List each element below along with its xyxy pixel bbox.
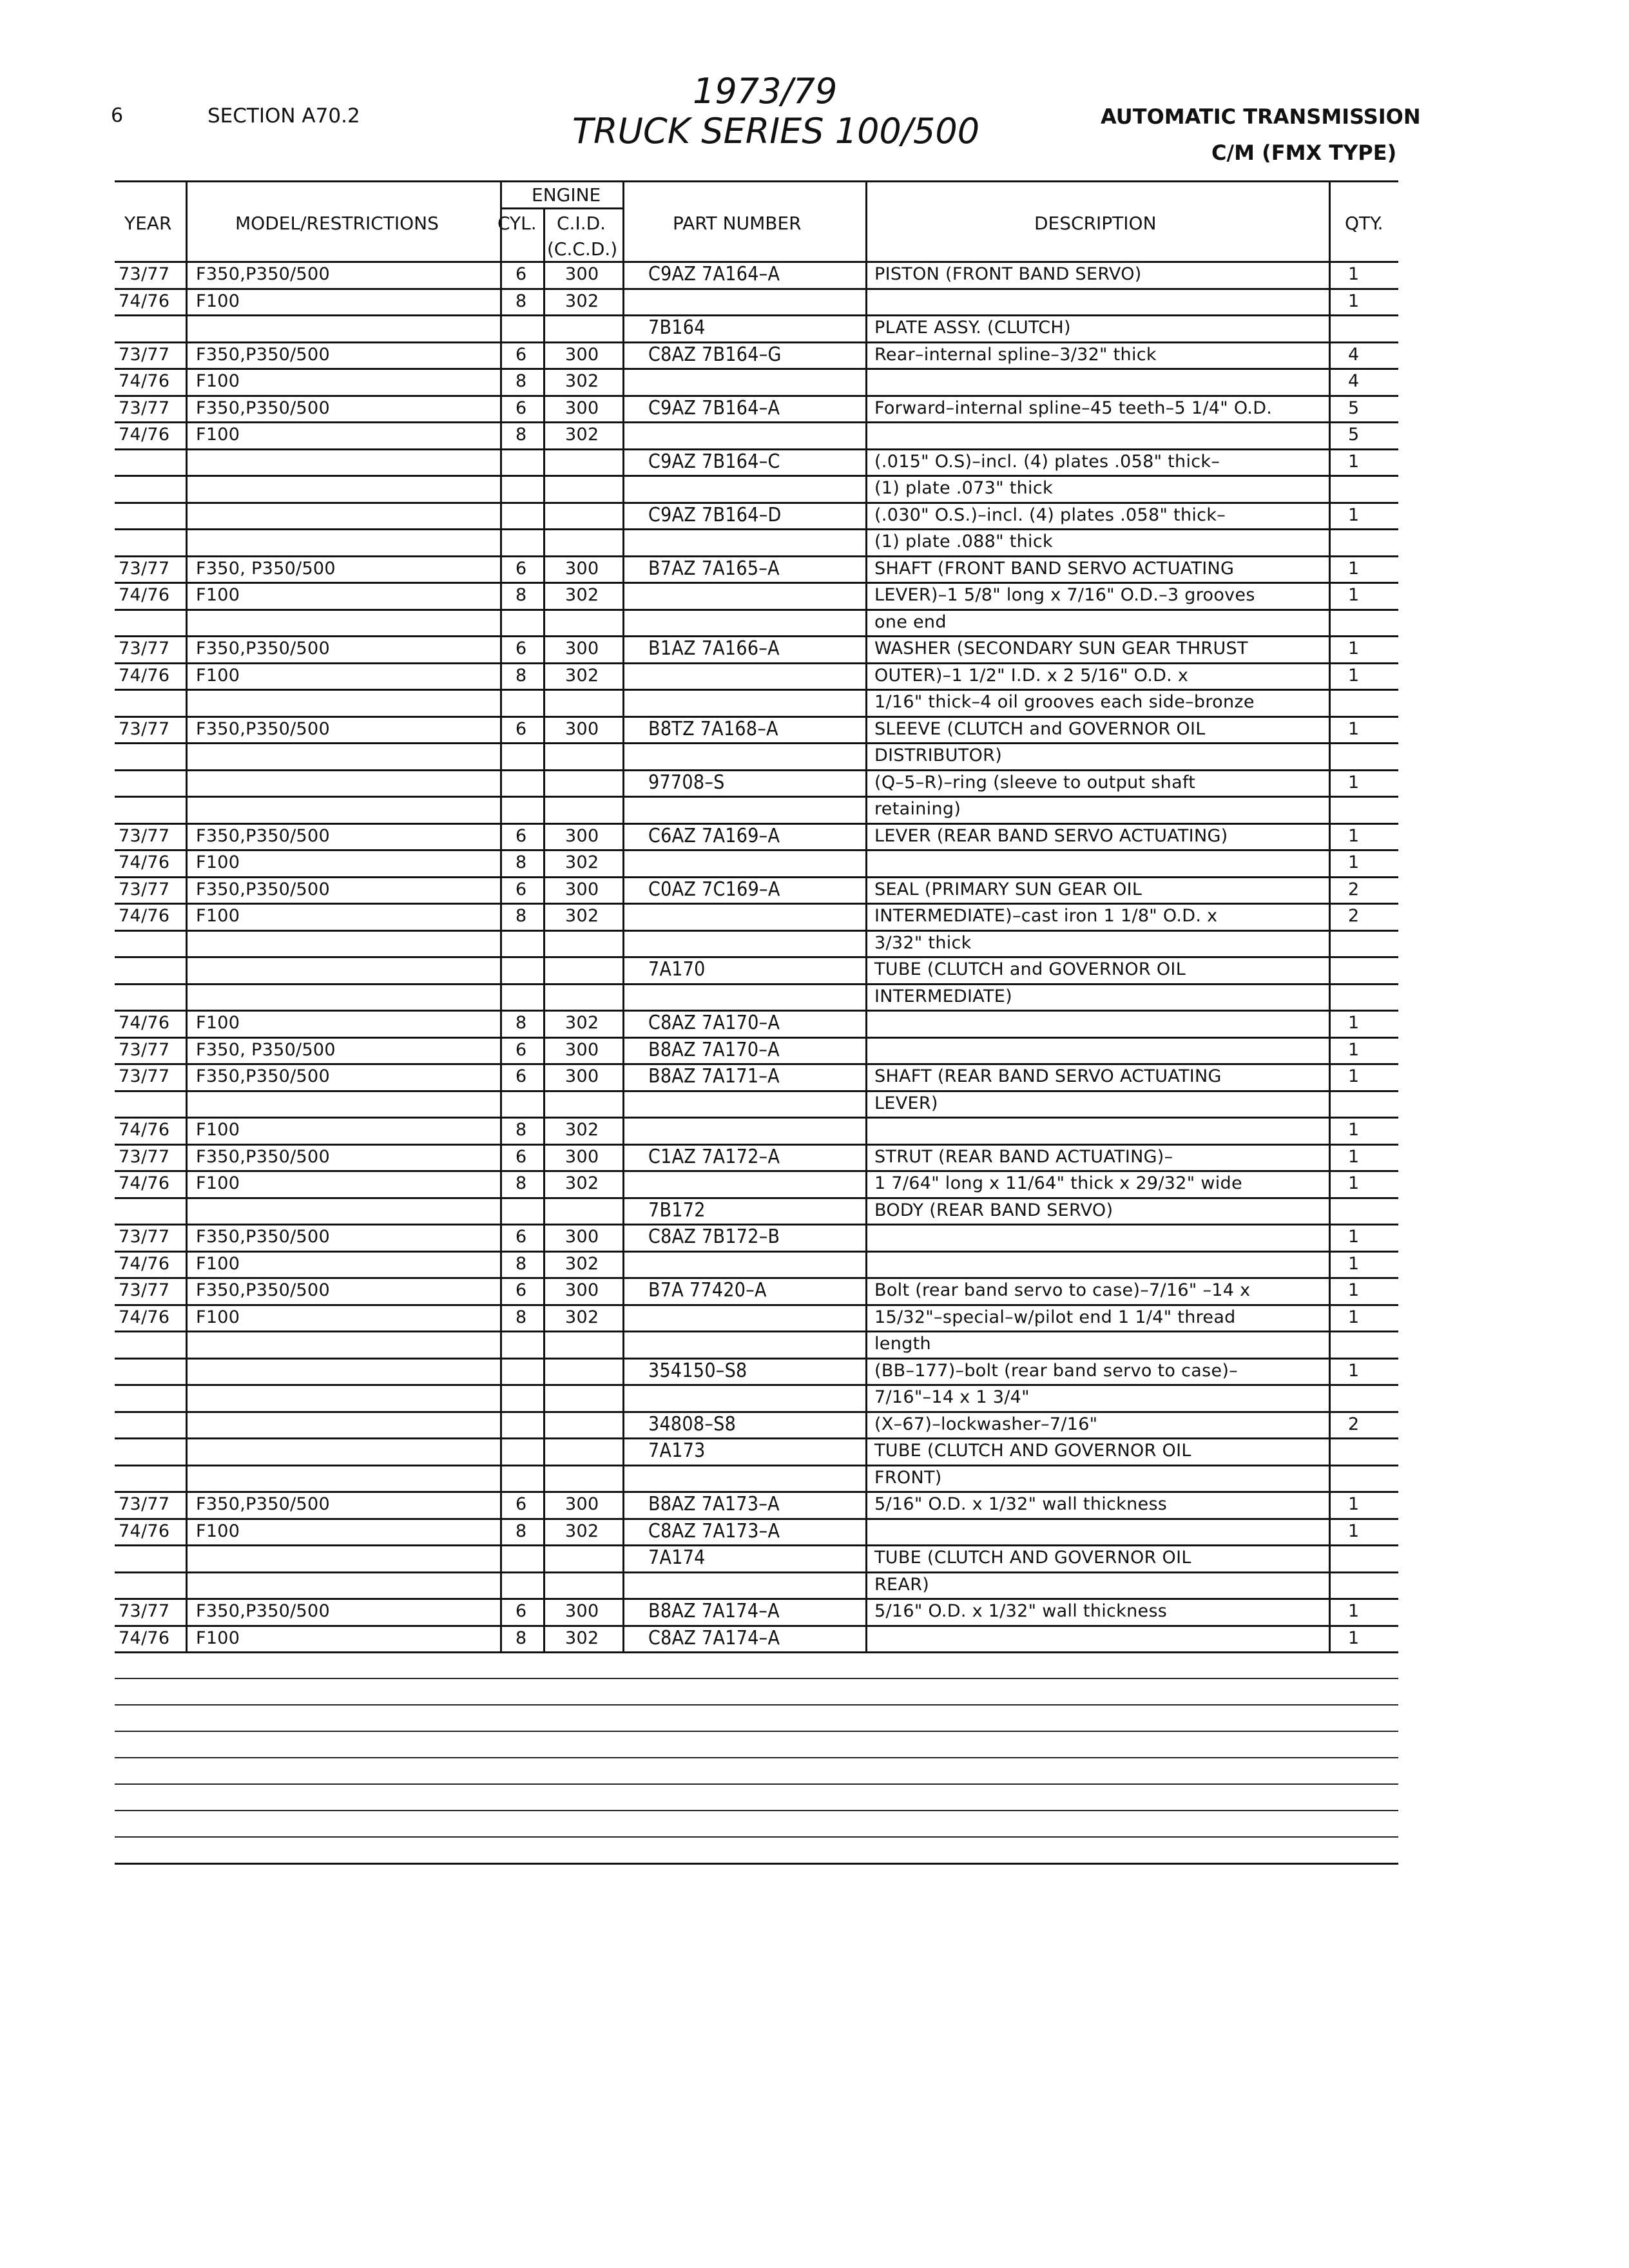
model-cell: F100 bbox=[196, 1521, 240, 1541]
row-rule bbox=[115, 528, 1398, 530]
qty-cell: 1 bbox=[1348, 1146, 1360, 1167]
divider-desc bbox=[1329, 180, 1331, 1651]
description-cell: REAR) bbox=[874, 1574, 930, 1595]
description-cell: (.030" O.S.)–incl. (4) plates .058" thick– bbox=[874, 505, 1226, 525]
blank-rule-line bbox=[115, 1783, 1398, 1785]
divider-part bbox=[865, 180, 867, 1651]
year-cell: 73/77 bbox=[119, 1280, 170, 1300]
model-cell: F100 bbox=[196, 906, 240, 926]
cid-cell: 300 bbox=[565, 344, 599, 365]
description-cell: SLEEVE (CLUTCH and GOVERNOR OIL bbox=[874, 718, 1206, 739]
qty-cell: 1 bbox=[1348, 1227, 1360, 1247]
year-cell: 74/76 bbox=[119, 1521, 170, 1541]
year-cell: 73/77 bbox=[119, 825, 170, 846]
part-number-cell: C8AZ 7A174–A bbox=[648, 1626, 780, 1649]
qty-cell: 1 bbox=[1348, 291, 1360, 311]
header-model: MODEL/RESTRICTIONS bbox=[235, 213, 439, 234]
row-rule bbox=[115, 475, 1398, 477]
cid-cell: 302 bbox=[565, 1013, 599, 1033]
qty-cell: 1 bbox=[1348, 665, 1360, 686]
cyl-cell: 8 bbox=[516, 371, 527, 391]
row-rule bbox=[115, 662, 1398, 664]
model-cell: F100 bbox=[196, 1628, 240, 1648]
part-number-cell: B8AZ 7A173–A bbox=[648, 1493, 780, 1515]
row-rule bbox=[115, 609, 1398, 611]
model-cell: F350,P350/500 bbox=[196, 879, 330, 899]
row-rule bbox=[115, 314, 1398, 316]
description-cell: LEVER) bbox=[874, 1093, 938, 1113]
row-rule bbox=[115, 288, 1398, 290]
model-cell: F100 bbox=[196, 291, 240, 311]
cid-cell: 300 bbox=[565, 1601, 599, 1621]
row-rule bbox=[115, 1437, 1398, 1439]
description-cell: Rear–internal spline–3/32" thick bbox=[874, 344, 1157, 365]
qty-cell: 1 bbox=[1348, 1360, 1360, 1381]
cid-cell: 302 bbox=[565, 1120, 599, 1140]
qty-cell: 1 bbox=[1348, 1494, 1360, 1514]
cid-cell: 302 bbox=[565, 291, 599, 311]
cyl-cell: 6 bbox=[516, 718, 527, 739]
subject-line-2: C/M (FMX TYPE) bbox=[1211, 140, 1397, 165]
qty-cell: 1 bbox=[1348, 1253, 1360, 1274]
model-cell: F350,P350/500 bbox=[196, 825, 330, 846]
model-cell: F100 bbox=[196, 1120, 240, 1140]
year-cell: 74/76 bbox=[119, 665, 170, 686]
header-description: DESCRIPTION bbox=[1034, 213, 1157, 234]
model-cell: F350,P350/500 bbox=[196, 718, 330, 739]
cid-cell: 300 bbox=[565, 1227, 599, 1247]
qty-cell: 1 bbox=[1348, 1601, 1360, 1621]
part-number-cell: C9AZ 7A164–A bbox=[648, 263, 780, 285]
qty-cell: 4 bbox=[1348, 371, 1360, 391]
cid-cell: 300 bbox=[565, 879, 599, 899]
part-number-cell: B8AZ 7A171–A bbox=[648, 1065, 780, 1088]
subject-line-1: AUTOMATIC TRANSMISSION bbox=[1101, 104, 1421, 129]
part-number-cell: C8AZ 7B164–G bbox=[648, 343, 782, 366]
cid-cell: 300 bbox=[565, 398, 599, 418]
cid-cell: 302 bbox=[565, 371, 599, 391]
qty-cell: 2 bbox=[1348, 879, 1360, 899]
row-rule bbox=[115, 742, 1398, 744]
qty-cell: 1 bbox=[1348, 1521, 1360, 1541]
blank-rule-line bbox=[115, 1678, 1398, 1679]
year-cell: 73/77 bbox=[119, 1146, 170, 1167]
cyl-cell: 6 bbox=[516, 639, 527, 658]
qty-cell: 5 bbox=[1348, 425, 1360, 445]
year-cell: 73/77 bbox=[119, 1039, 170, 1060]
part-number-cell: C8AZ 7A173–A bbox=[648, 1519, 780, 1542]
row-rule bbox=[115, 1090, 1398, 1092]
row-rule bbox=[115, 849, 1398, 851]
qty-cell: 1 bbox=[1348, 558, 1360, 579]
description-cell: 7/16"–14 x 1 3/4" bbox=[874, 1387, 1030, 1407]
description-cell: TUBE (CLUTCH AND GOVERNOR OIL bbox=[874, 1441, 1191, 1461]
cid-cell: 300 bbox=[565, 264, 599, 284]
header-year: YEAR bbox=[124, 213, 172, 234]
description-cell: (BB–177)–bolt (rear band servo to case)– bbox=[874, 1360, 1239, 1381]
table-top-rule bbox=[115, 180, 1398, 182]
cyl-cell: 8 bbox=[516, 852, 527, 872]
description-cell: 1 7/64" long x 11/64" thick x 29/32" wide bbox=[874, 1173, 1242, 1193]
model-cell: F100 bbox=[196, 665, 240, 686]
description-cell: SEAL (PRIMARY SUN GEAR OIL bbox=[874, 879, 1142, 899]
description-cell: 3/32" thick bbox=[874, 932, 972, 953]
year-cell: 73/77 bbox=[119, 558, 170, 579]
row-rule bbox=[115, 1411, 1398, 1413]
cyl-cell: 6 bbox=[516, 1066, 527, 1086]
description-cell: INTERMEDIATE)–cast iron 1 1/8" O.D. x bbox=[874, 906, 1218, 926]
cid-cell: 302 bbox=[565, 665, 599, 686]
description-cell: 1/16" thick–4 oil grooves each side–bronze bbox=[874, 692, 1255, 712]
part-number-cell: 34808–S8 bbox=[648, 1412, 737, 1436]
qty-cell: 1 bbox=[1348, 1013, 1360, 1033]
part-number-cell: B1AZ 7A166–A bbox=[648, 637, 780, 660]
year-cell: 74/76 bbox=[119, 425, 170, 445]
part-number-cell: B8TZ 7A168–A bbox=[648, 717, 778, 740]
part-number-cell: B7A 77420–A bbox=[648, 1279, 767, 1302]
header-qty: QTY. bbox=[1345, 213, 1383, 234]
description-cell: retaining) bbox=[874, 799, 961, 819]
part-number-cell: 7A170 bbox=[648, 958, 706, 981]
year-cell: 73/77 bbox=[119, 1494, 170, 1514]
blank-rule-line bbox=[115, 1836, 1398, 1838]
year-cell: 73/77 bbox=[119, 718, 170, 739]
model-cell: F350, P350/500 bbox=[196, 1039, 336, 1060]
cyl-cell: 6 bbox=[516, 558, 527, 579]
part-number-cell: 7A174 bbox=[648, 1546, 706, 1569]
qty-cell: 1 bbox=[1348, 1120, 1360, 1140]
part-number-cell: C0AZ 7C169–A bbox=[648, 878, 780, 901]
description-cell: PLATE ASSY. (CLUTCH) bbox=[874, 318, 1071, 338]
year-cell: 73/77 bbox=[119, 398, 170, 418]
qty-cell: 1 bbox=[1348, 852, 1360, 872]
model-cell: F100 bbox=[196, 852, 240, 872]
row-rule bbox=[115, 1331, 1398, 1332]
cyl-cell: 8 bbox=[516, 291, 527, 311]
cyl-cell: 6 bbox=[516, 1601, 527, 1621]
year-cell: 74/76 bbox=[119, 1120, 170, 1140]
cid-cell: 302 bbox=[565, 1307, 599, 1327]
model-cell: F100 bbox=[196, 1307, 240, 1327]
cyl-cell: 8 bbox=[516, 1521, 527, 1541]
cid-cell: 302 bbox=[565, 425, 599, 445]
description-cell: length bbox=[874, 1334, 931, 1354]
row-rule bbox=[115, 1571, 1398, 1573]
part-number-cell: C8AZ 7A170–A bbox=[648, 1012, 780, 1034]
cyl-cell: 8 bbox=[516, 1628, 527, 1648]
cyl-cell: 6 bbox=[516, 1280, 527, 1300]
blank-rule-line bbox=[115, 1757, 1398, 1758]
row-rule bbox=[115, 1197, 1398, 1199]
row-rule bbox=[115, 421, 1398, 423]
part-number-cell: B7AZ 7A165–A bbox=[648, 557, 780, 580]
part-number-cell: 354150–S8 bbox=[648, 1359, 747, 1382]
model-cell: F350,P350/500 bbox=[196, 1601, 330, 1621]
description-cell: LEVER)–1 5/8" long x 7/16" O.D.–3 grooves bbox=[874, 585, 1255, 605]
qty-cell: 1 bbox=[1348, 1307, 1360, 1327]
cid-cell: 300 bbox=[565, 558, 599, 579]
part-number-cell: C1AZ 7A172–A bbox=[648, 1145, 780, 1168]
description-cell: SHAFT (FRONT BAND SERVO ACTUATING bbox=[874, 558, 1235, 579]
cid-cell: 300 bbox=[565, 1039, 599, 1060]
blank-rule-line bbox=[115, 1810, 1398, 1811]
description-cell: TUBE (CLUTCH and GOVERNOR OIL bbox=[874, 959, 1186, 979]
description-cell: INTERMEDIATE) bbox=[874, 986, 1012, 1006]
model-cell: F100 bbox=[196, 585, 240, 605]
cyl-cell: 6 bbox=[516, 398, 527, 418]
qty-cell: 1 bbox=[1348, 772, 1360, 793]
header-cyl: CYL. bbox=[497, 213, 537, 234]
qty-cell: 5 bbox=[1348, 398, 1360, 418]
cid-cell: 300 bbox=[565, 1494, 599, 1514]
year-cell: 73/77 bbox=[119, 344, 170, 365]
description-cell: OUTER)–1 1/2" I.D. x 2 5/16" O.D. x bbox=[874, 665, 1189, 686]
year-cell: 74/76 bbox=[119, 1628, 170, 1648]
qty-cell: 2 bbox=[1348, 1414, 1360, 1434]
cid-cell: 302 bbox=[565, 852, 599, 872]
qty-cell: 2 bbox=[1348, 906, 1360, 926]
part-number-cell: 97708–S bbox=[648, 771, 725, 794]
cyl-cell: 8 bbox=[516, 1173, 527, 1193]
cid-cell: 302 bbox=[565, 1628, 599, 1648]
row-rule bbox=[115, 1465, 1398, 1466]
part-number-cell: C8AZ 7B172–B bbox=[648, 1225, 780, 1248]
description-cell: DISTRIBUTOR) bbox=[874, 745, 1003, 765]
cid-cell: 300 bbox=[565, 1146, 599, 1167]
part-number-cell: C9AZ 7B164–D bbox=[648, 503, 782, 526]
blank-rule-line bbox=[115, 1731, 1398, 1732]
model-cell: F100 bbox=[196, 1173, 240, 1193]
section-label: SECTION A70.2 bbox=[207, 104, 360, 128]
description-cell: SHAFT (REAR BAND SERVO ACTUATING bbox=[874, 1066, 1222, 1086]
model-cell: F350,P350/500 bbox=[196, 1227, 330, 1247]
description-cell: (X–67)–lockwasher–7/16" bbox=[874, 1414, 1098, 1434]
cyl-cell: 8 bbox=[516, 1013, 527, 1033]
header-ccd: (C.C.D.) bbox=[547, 238, 618, 260]
part-number-cell: C9AZ 7B164–A bbox=[648, 396, 780, 419]
cid-cell: 302 bbox=[565, 585, 599, 605]
cyl-cell: 8 bbox=[516, 585, 527, 605]
part-number-cell: C6AZ 7A169–A bbox=[648, 824, 780, 847]
row-rule bbox=[115, 1544, 1398, 1546]
qty-cell: 1 bbox=[1348, 1173, 1360, 1193]
header-part-number: PART NUMBER bbox=[673, 213, 802, 234]
header-engine: ENGINE bbox=[532, 184, 601, 206]
row-rule bbox=[115, 796, 1398, 798]
qty-cell: 1 bbox=[1348, 639, 1360, 658]
divider-cid bbox=[622, 180, 624, 1651]
year-cell: 74/76 bbox=[119, 585, 170, 605]
model-cell: F350,P350/500 bbox=[196, 1146, 330, 1167]
row-rule bbox=[115, 930, 1398, 932]
model-cell: F350,P350/500 bbox=[196, 639, 330, 658]
header-cid: C.I.D. bbox=[557, 213, 606, 234]
description-cell: (.015" O.S)–incl. (4) plates .058" thick– bbox=[874, 451, 1220, 472]
description-cell: LEVER (REAR BAND SERVO ACTUATING) bbox=[874, 825, 1228, 846]
part-number-cell: 7A173 bbox=[648, 1439, 706, 1462]
description-cell: 15/32"–special–w/pilot end 1 1/4" thread bbox=[874, 1307, 1236, 1327]
row-rule bbox=[115, 956, 1398, 958]
qty-cell: 1 bbox=[1348, 1039, 1360, 1060]
cid-cell: 300 bbox=[565, 1066, 599, 1086]
cyl-cell: 8 bbox=[516, 1120, 527, 1140]
year-cell: 73/77 bbox=[119, 879, 170, 899]
qty-cell: 1 bbox=[1348, 1280, 1360, 1300]
qty-cell: 1 bbox=[1348, 451, 1360, 472]
cyl-cell: 6 bbox=[516, 825, 527, 846]
part-number-cell: B8AZ 7A170–A bbox=[648, 1038, 780, 1061]
description-cell: (1) plate .073" thick bbox=[874, 478, 1053, 498]
qty-cell: 1 bbox=[1348, 1628, 1360, 1648]
year-cell: 73/77 bbox=[119, 1601, 170, 1621]
cyl-cell: 6 bbox=[516, 1494, 527, 1514]
row-rule bbox=[115, 769, 1398, 771]
description-cell: STRUT (REAR BAND ACTUATING)– bbox=[874, 1146, 1173, 1167]
qty-cell: 1 bbox=[1348, 718, 1360, 739]
cyl-cell: 6 bbox=[516, 344, 527, 365]
description-cell: BODY (REAR BAND SERVO) bbox=[874, 1200, 1113, 1220]
description-cell: one end bbox=[874, 611, 947, 632]
model-cell: F350,P350/500 bbox=[196, 398, 330, 418]
cid-cell: 302 bbox=[565, 1521, 599, 1541]
model-cell: F350,P350/500 bbox=[196, 1280, 330, 1300]
year-cell: 74/76 bbox=[119, 1253, 170, 1274]
description-cell: Bolt (rear band servo to case)–7/16" –14 x bbox=[874, 1280, 1251, 1300]
cyl-cell: 6 bbox=[516, 1146, 527, 1167]
description-cell: 5/16" O.D. x 1/32" wall thickness bbox=[874, 1494, 1168, 1514]
cyl-cell: 8 bbox=[516, 425, 527, 445]
qty-cell: 1 bbox=[1348, 825, 1360, 846]
description-cell: FRONT) bbox=[874, 1467, 942, 1488]
row-rule bbox=[115, 1117, 1398, 1119]
engine-header-rule bbox=[500, 207, 622, 209]
year-cell: 74/76 bbox=[119, 371, 170, 391]
description-cell: 5/16" O.D. x 1/32" wall thickness bbox=[874, 1601, 1168, 1621]
description-cell: (Q–5–R)–ring (sleeve to output shaft bbox=[874, 772, 1196, 793]
qty-cell: 1 bbox=[1348, 1066, 1360, 1086]
cyl-cell: 8 bbox=[516, 1307, 527, 1327]
blank-rule-line bbox=[115, 1704, 1398, 1706]
cyl-cell: 8 bbox=[516, 665, 527, 686]
cid-cell: 302 bbox=[565, 1173, 599, 1193]
description-cell: TUBE (CLUTCH AND GOVERNOR OIL bbox=[874, 1548, 1191, 1568]
model-cell: F100 bbox=[196, 1013, 240, 1033]
qty-cell: 4 bbox=[1348, 344, 1360, 365]
cyl-cell: 6 bbox=[516, 879, 527, 899]
row-rule bbox=[115, 1651, 1398, 1653]
model-cell: F100 bbox=[196, 425, 240, 445]
title-year: 1973/79 bbox=[693, 71, 838, 111]
page-number: 6 bbox=[111, 104, 124, 127]
description-cell: WASHER (SECONDARY SUN GEAR THRUST bbox=[874, 639, 1248, 658]
qty-cell: 1 bbox=[1348, 264, 1360, 284]
year-cell: 73/77 bbox=[119, 1227, 170, 1247]
model-cell: F350,P350/500 bbox=[196, 264, 330, 284]
qty-cell: 1 bbox=[1348, 585, 1360, 605]
cid-cell: 300 bbox=[565, 825, 599, 846]
cid-cell: 302 bbox=[565, 1253, 599, 1274]
cyl-cell: 6 bbox=[516, 264, 527, 284]
cyl-cell: 8 bbox=[516, 906, 527, 926]
description-cell: Forward–internal spline–45 teeth–5 1/4" O.D. bbox=[874, 398, 1273, 418]
cid-cell: 300 bbox=[565, 718, 599, 739]
part-number-cell: 7B164 bbox=[648, 316, 706, 339]
cyl-cell: 6 bbox=[516, 1039, 527, 1060]
part-number-cell: C9AZ 7B164–C bbox=[648, 450, 780, 473]
cid-cell: 302 bbox=[565, 906, 599, 926]
model-cell: F350,P350/500 bbox=[196, 1066, 330, 1086]
row-rule bbox=[115, 368, 1398, 370]
model-cell: F350,P350/500 bbox=[196, 344, 330, 365]
cid-cell: 300 bbox=[565, 639, 599, 658]
part-number-cell: 7B172 bbox=[648, 1198, 706, 1222]
year-cell: 73/77 bbox=[119, 1066, 170, 1086]
description-cell: PISTON (FRONT BAND SERVO) bbox=[874, 264, 1142, 284]
model-cell: F100 bbox=[196, 371, 240, 391]
year-cell: 73/77 bbox=[119, 264, 170, 284]
year-cell: 74/76 bbox=[119, 1173, 170, 1193]
description-cell: (1) plate .088" thick bbox=[874, 532, 1053, 552]
year-cell: 74/76 bbox=[119, 852, 170, 872]
year-cell: 74/76 bbox=[119, 906, 170, 926]
table-bottom-rule bbox=[115, 1863, 1398, 1865]
year-cell: 74/76 bbox=[119, 291, 170, 311]
divider-year bbox=[186, 180, 188, 1651]
cid-cell: 300 bbox=[565, 1280, 599, 1300]
row-rule bbox=[115, 983, 1398, 985]
year-cell: 74/76 bbox=[119, 1307, 170, 1327]
cyl-cell: 8 bbox=[516, 1253, 527, 1274]
qty-cell: 1 bbox=[1348, 505, 1360, 525]
part-number-cell: B8AZ 7A174–A bbox=[648, 1600, 780, 1622]
model-cell: F100 bbox=[196, 1253, 240, 1274]
year-cell: 74/76 bbox=[119, 1013, 170, 1033]
year-cell: 73/77 bbox=[119, 639, 170, 658]
model-cell: F350, P350/500 bbox=[196, 558, 336, 579]
cyl-cell: 6 bbox=[516, 1227, 527, 1247]
divider-model bbox=[500, 180, 502, 1651]
row-rule bbox=[115, 1384, 1398, 1386]
title-series: TRUCK SERIES 100/500 bbox=[572, 111, 980, 151]
model-cell: F350,P350/500 bbox=[196, 1494, 330, 1514]
row-rule bbox=[115, 1251, 1398, 1253]
